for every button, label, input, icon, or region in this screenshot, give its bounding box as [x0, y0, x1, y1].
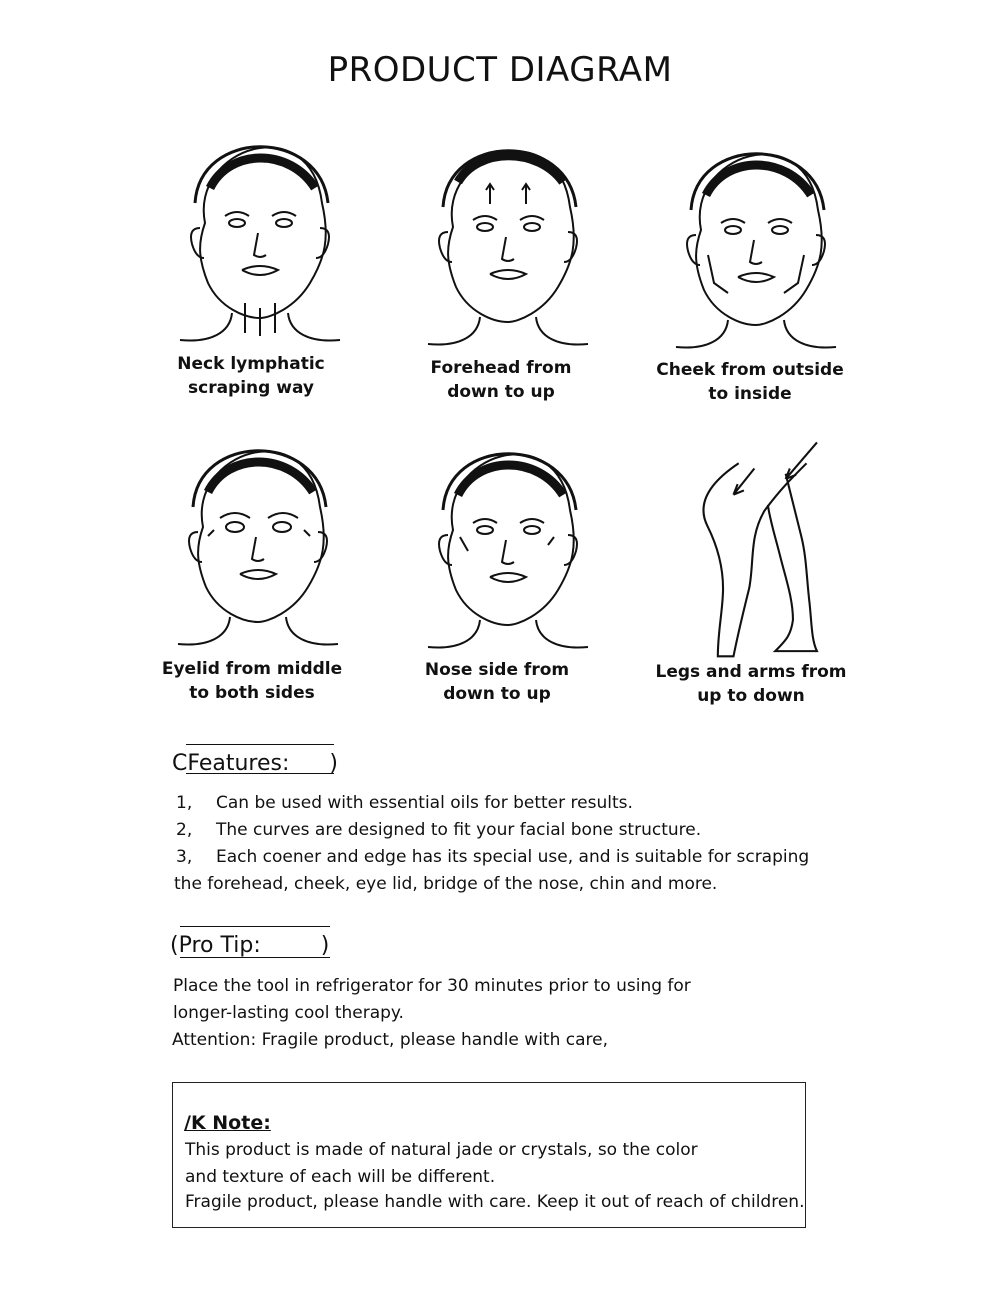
note-line: Fragile product, please handle with care. Keep it out of reach of children.	[185, 1192, 805, 1212]
feature-continuation: the forehead, cheek, eye lid, bridge of the nose, chin and more.	[174, 874, 718, 894]
face-neck-icon	[150, 108, 370, 348]
pro-tip-line: longer-lasting cool therapy.	[173, 1003, 404, 1023]
note-line: and texture of each will be different.	[185, 1167, 496, 1187]
note-line: This product is made of natural jade or crystals, so the color	[185, 1140, 698, 1160]
caption-forehead: Forehead from down to up	[430, 358, 572, 402]
attention-line: Attention: Fragile product, please handle with care,	[172, 1030, 608, 1050]
page-title: PRODUCT DIAGRAM	[327, 50, 673, 90]
face-eyelid-icon	[148, 412, 368, 652]
feature-item: 3, Each coener and edge has its special use, and is suitable for scraping	[176, 847, 810, 867]
pro-tip-line: Place the tool in refrigerator for 30 minutes prior to using for	[173, 976, 691, 996]
feature-item: 1, Can be used with essential oils for better results.	[176, 793, 633, 813]
pro-tip-heading: (Pro Tip: )	[170, 932, 329, 960]
caption-cheek: Cheek from outside to inside	[656, 360, 844, 404]
caption-eyelid: Eyelid from middle to both sides	[161, 659, 343, 703]
features-heading: CFeatures: )	[172, 750, 338, 778]
feature-item: 2, The curves are designed to fit your facial bone structure.	[176, 820, 702, 840]
note-heading: /K Note:	[184, 1112, 271, 1134]
caption-legs: Legs and arms from up to down	[655, 662, 847, 706]
caption-neck: Neck lymphatic scraping way	[177, 354, 325, 398]
face-cheek-icon	[646, 115, 866, 355]
face-forehead-icon	[398, 112, 618, 352]
caption-nose: Nose side from down to up	[424, 660, 570, 704]
face-nose-icon	[398, 415, 618, 655]
legs-icon	[660, 432, 880, 672]
